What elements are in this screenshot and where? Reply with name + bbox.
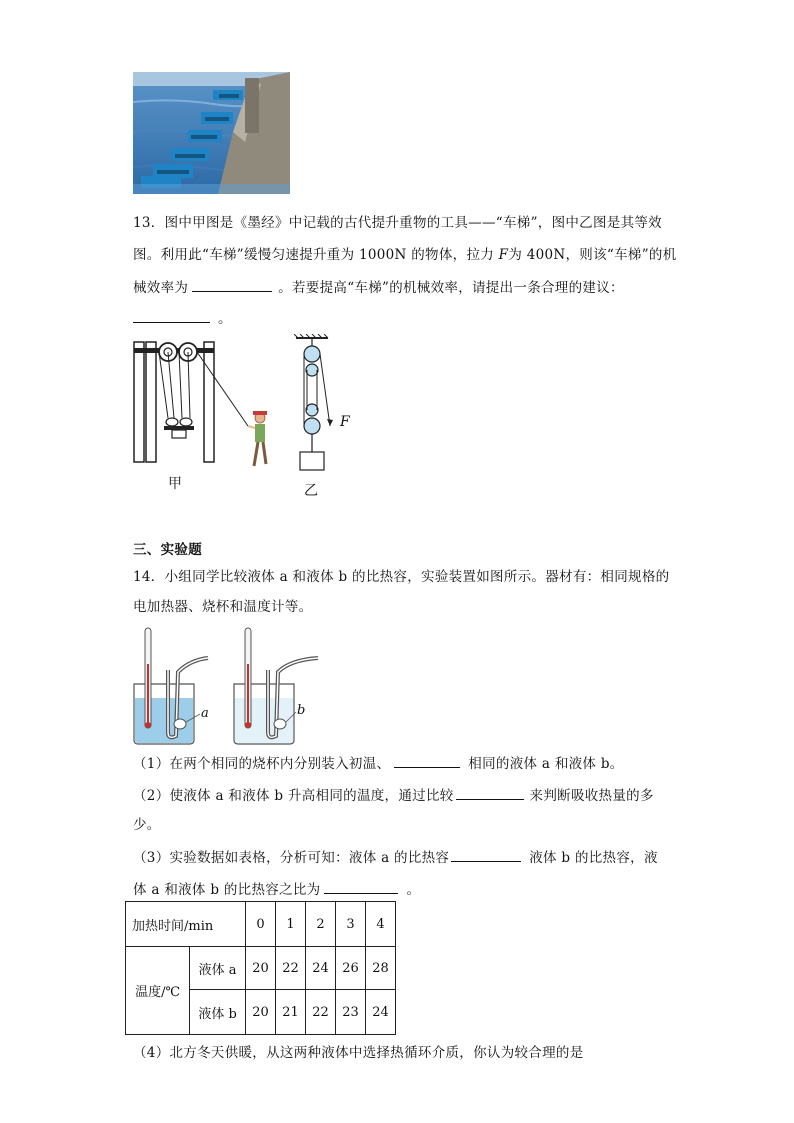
q13-line2-text-b: 为 400N，则该“车梯”的机: [508, 247, 677, 263]
q14-part4: （4）北方冬天供暖，从这两种液体中选择热循环介质，你认为较合理的是: [133, 1045, 584, 1061]
q14-part1-text-a: （1）在两个相同的烧杯内分别装入初温、: [133, 756, 391, 772]
q13-line1: 13．图中甲图是《墨经》中记载的古代提升重物的工具——“车梯”，图中乙图是其等效: [133, 215, 662, 231]
q13-suggestion-blank[interactable]: [133, 308, 210, 323]
table-cell: 20: [246, 990, 276, 1035]
label-liquid-a: a: [201, 706, 209, 721]
q13-line3: [133, 277, 624, 298]
table-cell: 28: [366, 947, 396, 990]
section-title-experiment: 三、实验题: [133, 542, 202, 558]
q13-line4-end: 。: [218, 311, 232, 327]
q14-part2-blank[interactable]: [456, 785, 524, 800]
q14-part3-text-d: 。: [406, 882, 421, 898]
photo-svg: [133, 72, 290, 194]
table-temp-label: 温度/℃: [126, 947, 190, 1035]
table-cell: 24: [306, 947, 336, 990]
table-time-cell: 3: [336, 902, 366, 947]
q14-part3-cont: [133, 879, 420, 900]
q13-line3-text-b: 。若要提高“车梯”的机械效率，请提出一条合理的建议：: [278, 280, 624, 296]
q13-efficiency-blank[interactable]: [192, 277, 272, 292]
table-cell: 26: [336, 947, 366, 990]
table-time-cell: 1: [276, 902, 306, 947]
label-liquid-b: b: [297, 703, 306, 718]
q14-part1: [133, 753, 624, 774]
q13-line3-text-a: 械效率为: [133, 280, 189, 296]
table-cell: 22: [306, 990, 336, 1035]
table-cell: 24: [366, 990, 396, 1035]
label-force-F: F: [340, 414, 350, 430]
figure-beakers: [130, 624, 330, 746]
table-cell: 21: [276, 990, 306, 1035]
q14-part3-text-b: 液体 b 的比热容，液: [529, 850, 658, 866]
q14-part3-text-a: （3）实验数据如表格，分析可知：液体 a 的比热容: [133, 850, 450, 866]
table-time-cell: 4: [366, 902, 396, 947]
q14-part1-blank[interactable]: [394, 753, 460, 768]
q13-line2-text-a: 图。利用此“车梯”缓慢匀速提升重为 1000N 的物体，拉力: [133, 247, 499, 263]
table-time-cell: 2: [306, 902, 336, 947]
q14-part2-text-a: （2）使液体 a 和液体 b 升高相同的温度，通过比较: [133, 788, 454, 804]
q14-part2: [133, 785, 654, 806]
table-row-b-label: 液体 b: [190, 990, 246, 1035]
q13-line2: [133, 245, 677, 265]
table-header-time: 加热时间/min: [126, 902, 246, 947]
q13-line4: [133, 308, 232, 329]
table-row-a: [126, 947, 396, 990]
table-cell: 22: [276, 947, 306, 990]
q14-part1-text-b: 相同的液体 a 和液体 b。: [468, 756, 624, 772]
q14-part3-text-c: 体 a 和液体 b 的比热容之比为: [133, 882, 321, 898]
table-row-header: [126, 902, 396, 947]
q14-part3: [133, 847, 658, 868]
q14-line1: 14．小组同学比较液体 a 和液体 b 的比热容，实验装置如图所示。器材有：相同规格的: [133, 569, 670, 585]
label-yi: 乙: [304, 483, 318, 499]
q14-part3-blank-ratio[interactable]: [324, 879, 398, 894]
q14-line2: 电加热器、烧杯和温度计等。: [133, 599, 313, 615]
data-table: [125, 901, 396, 1035]
table-cell: 20: [246, 947, 276, 990]
table-time-cell: 0: [246, 902, 276, 947]
q14-part2-cont: 少。: [133, 817, 161, 833]
table-row-a-label: 液体 a: [190, 947, 246, 990]
photo-water-wheel: [133, 72, 290, 194]
figure-yi: [288, 334, 368, 474]
figure-jia: [128, 336, 278, 476]
label-jia: 甲: [168, 476, 182, 492]
q14-part3-blank-compare[interactable]: [451, 847, 521, 862]
q14-part2-text-b: 来判断吸收热量的多: [529, 788, 654, 804]
table-cell: 23: [336, 990, 366, 1035]
q13-force-symbol: F: [498, 247, 509, 263]
